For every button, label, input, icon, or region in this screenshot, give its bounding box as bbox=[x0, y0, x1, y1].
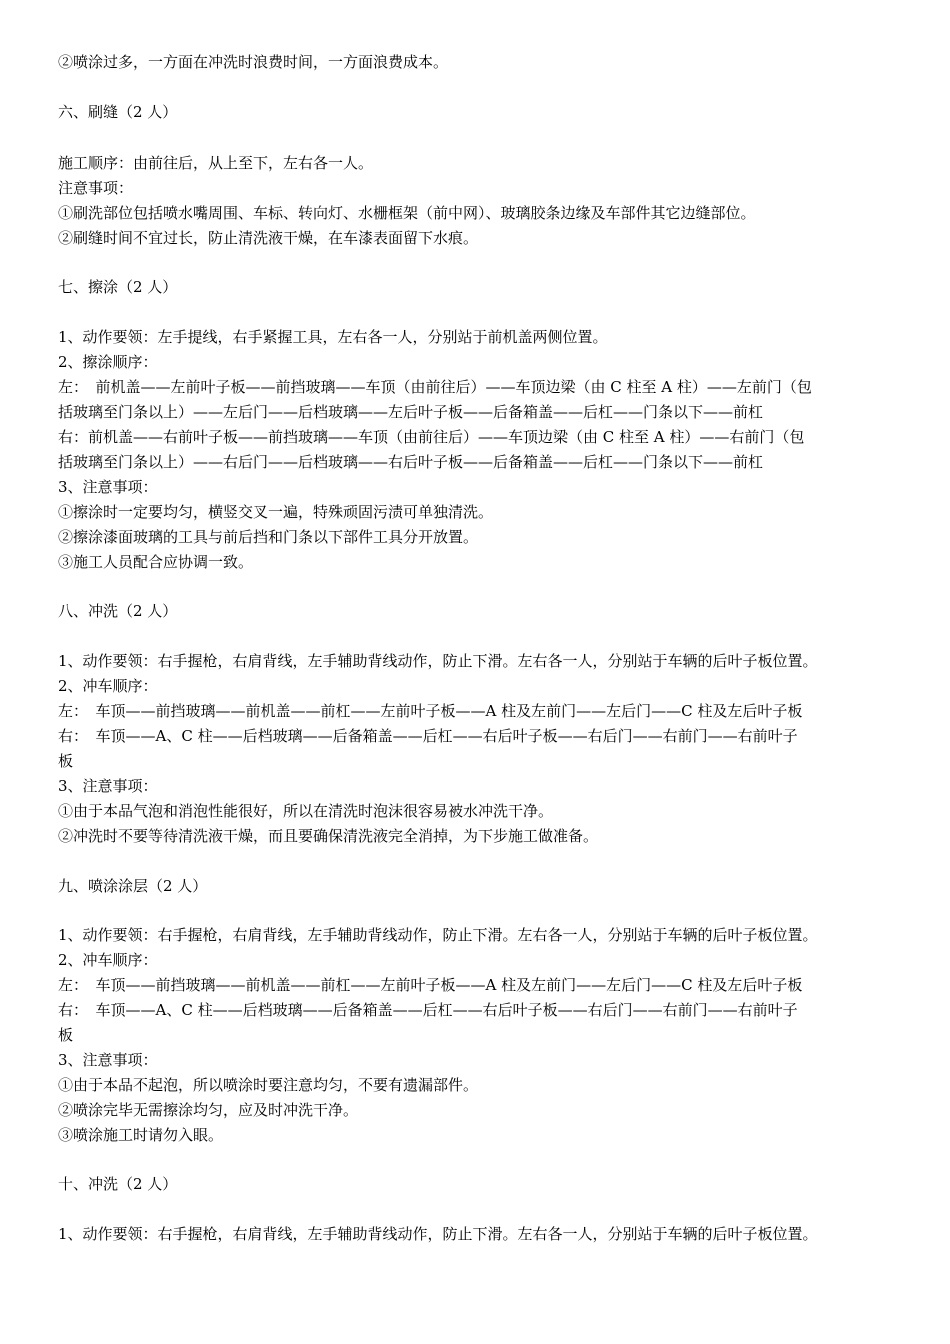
text-line: ②刷缝时间不宜过长，防止清洗液干燥，在车漆表面留下水痕。 bbox=[58, 229, 479, 247]
text-line: 右： 车顶——A、C 柱——后档玻璃——后备箱盖——后杠——右后叶子板——右后门——右前门——右前叶子 bbox=[58, 727, 798, 745]
text-line: 注意事项： bbox=[58, 179, 134, 197]
text-line: 施工顺序：由前往后，从上至下，左右各一人。 bbox=[58, 154, 374, 172]
text-line: ①由于本品不起泡，所以喷涂时要注意均匀，不要有遗漏部件。 bbox=[58, 1076, 479, 1094]
text-line: 左： 前机盖——左前叶子板——前挡玻璃——车顶（由前往后）——车顶边梁（由 C 柱至 A 柱）——左前门（包 bbox=[58, 378, 812, 396]
text-line: ②冲洗时不要等待清洗液干燥，而且要确保清洗液完全消掉，为下步施工做准备。 bbox=[58, 827, 599, 845]
text-line: ①由于本品气泡和消泡性能很好，所以在清洗时泡沫很容易被水冲洗干净。 bbox=[58, 802, 554, 820]
text-line: 板 bbox=[58, 1026, 74, 1044]
text-line: 2、擦涂顺序： bbox=[58, 353, 158, 371]
text-line: 1、动作要领：左手提线，右手紧握工具，左右各一人，分别站于前机盖两侧位置。 bbox=[58, 328, 608, 346]
text-line: 1、动作要领：右手握枪，右肩背线，左手辅助背线动作，防止下滑。左右各一人，分别站于车辆的后叶子板位置。 bbox=[58, 1225, 818, 1243]
text-line: 括玻璃至门条以上）——左后门——后档玻璃——左后叶子板——后备箱盖——后杠——门条以下——前杠 bbox=[58, 403, 764, 421]
text-line: ②擦涂漆面玻璃的工具与前后挡和门条以下部件工具分开放置。 bbox=[58, 528, 479, 546]
text-line: 右：前机盖——右前叶子板——前挡玻璃——车顶（由前往后）——车顶边梁（由 C 柱至 A 柱）——右前门（包 bbox=[58, 428, 805, 446]
text-line: 左： 车顶——前挡玻璃——前机盖——前杠——左前叶子板——A 柱及左前门——左后门——C 柱及左后叶子板 bbox=[58, 976, 803, 994]
text-line: 左： 车顶——前挡玻璃——前机盖——前杠——左前叶子板——A 柱及左前门——左后门——C 柱及左后叶子板 bbox=[58, 702, 803, 720]
section-heading-6: 六、刷缝（2 人） bbox=[58, 103, 178, 121]
text-line: ①擦涂时一定要均匀，横竖交叉一遍，特殊顽固污渍可单独清洗。 bbox=[58, 503, 494, 521]
text-line: ②喷涂完毕无需擦涂均匀，应及时冲洗干净。 bbox=[58, 1101, 359, 1119]
text-line: 1、动作要领：右手握枪，右肩背线，左手辅助背线动作，防止下滑。左右各一人，分别站于车辆的后叶子板位置。 bbox=[58, 926, 818, 944]
text-line: ③喷涂施工时请勿入眼。 bbox=[58, 1126, 224, 1144]
section-heading-10: 十、冲洗（2 人） bbox=[58, 1175, 178, 1193]
section-heading-9: 九、喷涂涂层（2 人） bbox=[58, 877, 208, 895]
text-line: 1、动作要领：右手握枪，右肩背线，左手辅助背线动作，防止下滑。左右各一人，分别站于车辆的后叶子板位置。 bbox=[58, 652, 818, 670]
text-line: 2、冲车顺序： bbox=[58, 951, 158, 969]
text-line: 2、冲车顺序： bbox=[58, 677, 158, 695]
text-line: 括玻璃至门条以上）——右后门——后档玻璃——右后叶子板——后备箱盖——后杠——门条以下——前杠 bbox=[58, 453, 764, 471]
text-line: ①刷洗部位包括喷水嘴周围、车标、转向灯、水栅框架（前中网）、玻璃胶条边缘及车部件其它边缝部位。 bbox=[58, 204, 756, 222]
text-line: ②喷涂过多，一方面在冲洗时浪费时间，一方面浪费成本。 bbox=[58, 53, 449, 71]
section-heading-7: 七、擦涂（2 人） bbox=[58, 278, 178, 296]
text-line: 板 bbox=[58, 752, 74, 770]
text-line: 右： 车顶——A、C 柱——后档玻璃——后备箱盖——后杠——右后叶子板——右后门——右前门——右前叶子 bbox=[58, 1001, 798, 1019]
text-line: ③施工人员配合应协调一致。 bbox=[58, 553, 254, 571]
text-line: 3、注意事项： bbox=[58, 1051, 158, 1069]
text-line: 3、注意事项： bbox=[58, 478, 158, 496]
section-heading-8: 八、冲洗（2 人） bbox=[58, 602, 178, 620]
text-line: 3、注意事项： bbox=[58, 777, 158, 795]
